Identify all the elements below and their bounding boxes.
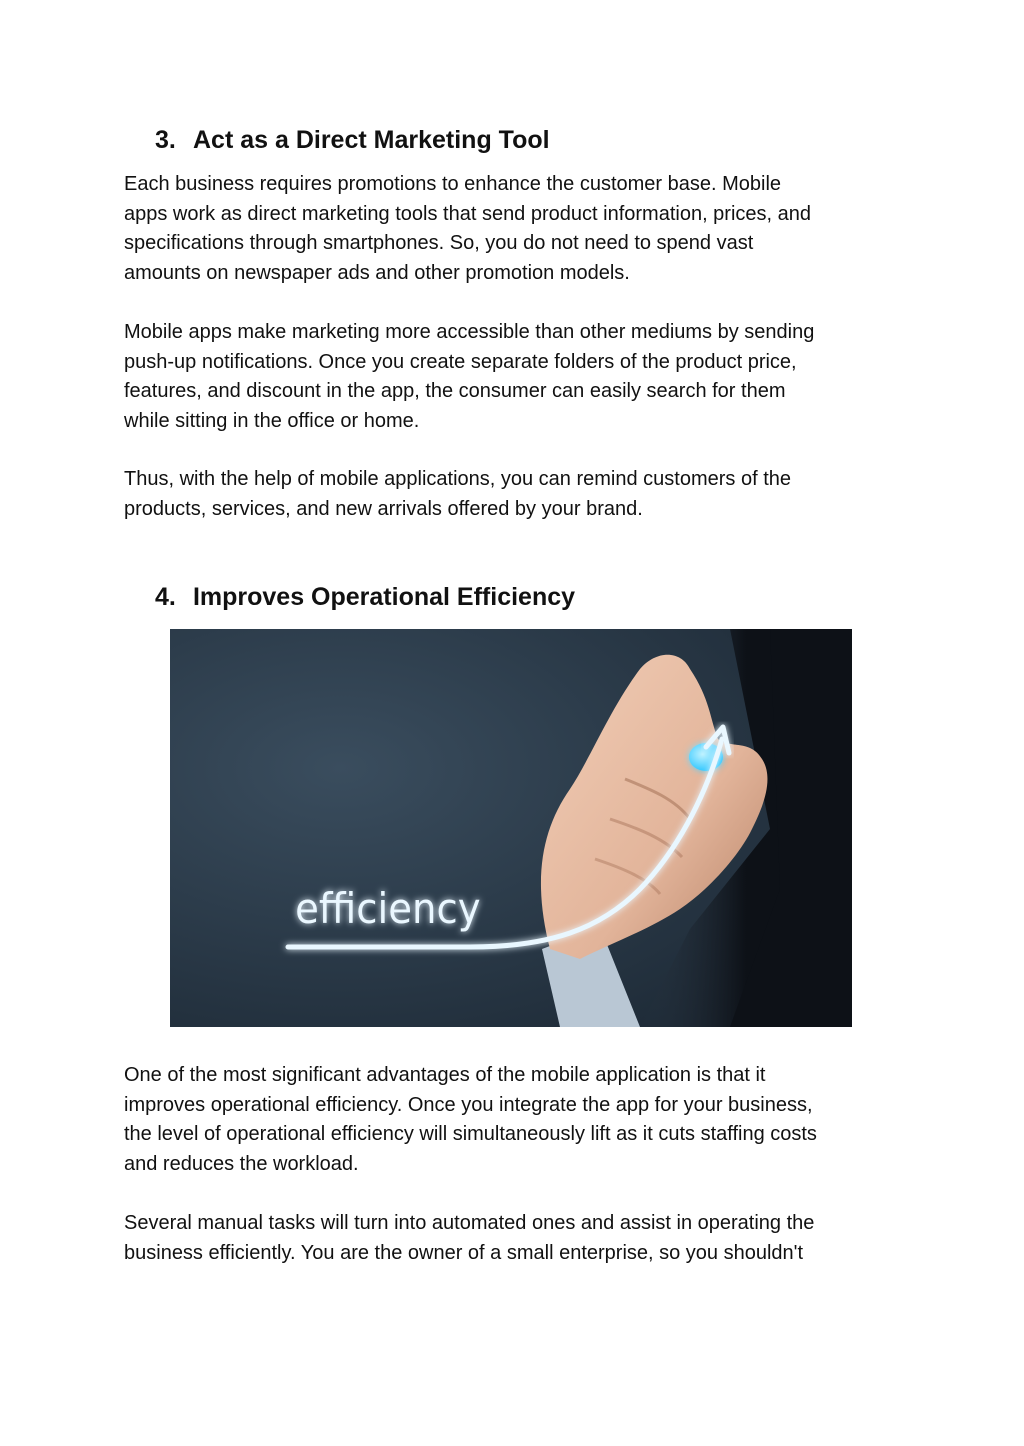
section-4-heading <box>155 582 575 612</box>
text-line: products, services, and new arrivals offered by your brand. <box>124 497 643 520</box>
text-line: while sitting in the office or home. <box>124 409 420 432</box>
section-3-heading <box>155 125 550 155</box>
section-4-paragraph-2 <box>124 1209 914 1268</box>
text-line: Each business requires promotions to enhance the customer base. Mobile <box>124 173 782 195</box>
text-line: Thus, with the help of mobile applications, you can remind customers of the <box>124 468 792 490</box>
text-line: specifications through smartphones. So, you do not need to spend vast <box>124 232 754 254</box>
section-4-title: Improves Operational Efficiency <box>192 583 576 611</box>
section-3-paragraph-2 <box>124 318 914 436</box>
efficiency-illustration-svg <box>170 629 852 1027</box>
text-line: push-up notifications. Once you create separate folders of the product price, <box>124 350 797 373</box>
text-line: Mobile apps make marketing more accessible than other mediums by sending <box>124 321 815 343</box>
section-4-number: 4. <box>155 583 176 611</box>
section-3-paragraph-3 <box>124 465 914 524</box>
text-line: the level of operational efficiency will simultaneously lift as it cuts staffing costs <box>124 1123 817 1145</box>
text-line: features, and discount in the app, the consumer can easily search for them <box>124 380 786 402</box>
text-line: amounts on newspaper ads and other promotion models. <box>124 261 630 284</box>
section-3-number: 3. <box>155 126 176 154</box>
efficiency-word: efficiency <box>295 884 481 934</box>
text-line: improves operational efficiency. Once you integrate the app for your business, <box>124 1093 813 1116</box>
text-line: business efficiently. You are the owner of a small enterprise, so you shouldn't <box>124 1241 804 1264</box>
efficiency-illustration <box>170 629 852 1027</box>
text-line: apps work as direct marketing tools that send product information, prices, and <box>124 202 812 225</box>
section-3-paragraph-1 <box>124 170 914 288</box>
section-3-title: Act as a Direct Marketing Tool <box>193 126 550 154</box>
text-line: Several manual tasks will turn into automated ones and assist in operating the <box>124 1212 815 1234</box>
text-line: One of the most significant advantages of the mobile application is that it <box>124 1064 766 1086</box>
section-4-paragraph-1 <box>124 1061 914 1179</box>
text-line: and reduces the workload. <box>124 1152 359 1175</box>
